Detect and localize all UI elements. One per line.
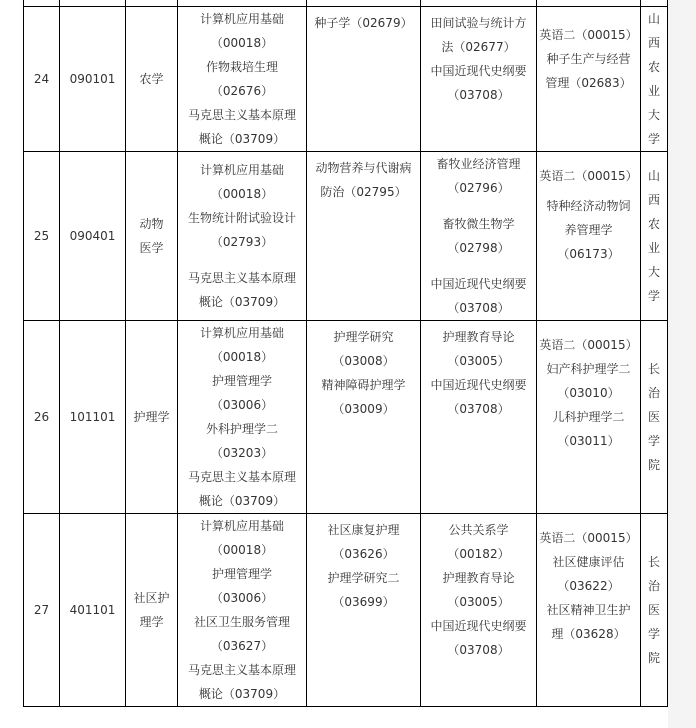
course-line: 概论（03709）: [198, 494, 286, 508]
course-line: 特种经济动物饲: [546, 199, 631, 213]
course-line: 动物营养与代谢病: [315, 161, 412, 175]
course-line: （03006）: [210, 591, 274, 605]
school-name: 长治医学院: [641, 514, 668, 707]
course-line: （03708）: [447, 301, 510, 315]
school-name: 山西农业大学: [641, 152, 668, 321]
exam-day1-courses: [178, 152, 307, 321]
course-line: 畜牧业经济管理: [436, 157, 521, 171]
course-line: （02796）: [447, 181, 510, 195]
course-line: 理（03628）: [551, 627, 626, 641]
course-line: （00018）: [210, 187, 274, 201]
major-name: 护理学: [126, 321, 178, 514]
exam-day4-courses: [537, 514, 641, 707]
course-line: （03203）: [210, 446, 274, 460]
course-line: 马克思主义基本原理: [187, 663, 296, 677]
exam-day1-courses: [178, 7, 307, 152]
exam-day2-courses: [307, 321, 421, 514]
course-line: 种子学（02679）: [314, 16, 413, 30]
course-line: 计算机应用基础: [199, 12, 284, 26]
course-line: 中国近现代史纲要: [430, 64, 527, 78]
course-line: 社区康复护理: [327, 523, 400, 537]
course-line: 防治（02795）: [320, 185, 407, 199]
course-line: 英语二（00015）: [539, 531, 638, 545]
course-line: 护理教育导论: [442, 330, 515, 344]
course-line: 英语二（00015）: [539, 28, 638, 42]
course-line: 计算机应用基础: [199, 163, 284, 177]
course-line: 马克思主义基本原理: [187, 470, 296, 484]
course-line: 社区精神卫生护: [546, 603, 631, 617]
course-line: （03005）: [447, 595, 510, 609]
course-line: （03006）: [210, 398, 274, 412]
exam-schedule-table: [23, 0, 668, 707]
row-number: 24: [24, 7, 60, 152]
exam-day2-courses: [307, 152, 421, 321]
course-line: （02793）: [210, 235, 274, 249]
course-line: 外科护理学二: [205, 422, 278, 436]
school-name: 长治医学院: [641, 321, 668, 514]
course-line: 概论（03709）: [198, 687, 286, 701]
course-line: （03699）: [332, 595, 395, 609]
major-name: 社区护理学: [126, 514, 178, 707]
table-row: [24, 514, 668, 707]
course-line: （02798）: [447, 241, 510, 255]
table-row: [24, 7, 668, 152]
course-line: 护理学研究: [333, 330, 394, 344]
course-line: 马克思主义基本原理: [187, 271, 296, 285]
course-line: 法（02677）: [441, 40, 516, 54]
course-line: 英语二（00015）: [539, 169, 638, 183]
course-line: 田间试验与统计方: [430, 16, 527, 30]
exam-day3-courses: [421, 321, 537, 514]
course-line: 作物栽培生理: [205, 60, 278, 74]
course-line: 妇产科护理学二: [546, 362, 631, 376]
major-name: 农学: [126, 7, 178, 152]
major-code: 401101: [60, 514, 126, 707]
course-line: （00018）: [210, 36, 274, 50]
major-code: 101101: [60, 321, 126, 514]
course-line: （06173）: [557, 247, 620, 261]
row-number: 25: [24, 152, 60, 321]
course-line: 畜牧微生物学: [442, 217, 515, 231]
course-line: 儿科护理学二: [552, 410, 625, 424]
course-line: （03708）: [447, 88, 510, 102]
exam-day1-courses: [178, 321, 307, 514]
course-line: 社区健康评估: [552, 555, 625, 569]
course-line: 种子生产与经营: [546, 52, 631, 66]
exam-day4-courses: [537, 321, 641, 514]
course-line: （03622）: [557, 579, 620, 593]
course-line: 概论（03709）: [198, 295, 286, 309]
major-code: 090401: [60, 152, 126, 321]
course-line: 马克思主义基本原理: [187, 108, 296, 122]
course-line: （03627）: [210, 639, 274, 653]
course-line: （03005）: [447, 354, 510, 368]
course-line: 养管理学: [564, 223, 613, 237]
course-line: 英语二（00015）: [539, 338, 638, 352]
course-line: 护理管理学: [211, 567, 272, 581]
course-line: 管理（02683）: [545, 76, 632, 90]
course-line: 计算机应用基础: [199, 326, 284, 340]
exam-day2-courses: [307, 514, 421, 707]
course-line: （03626）: [332, 547, 395, 561]
course-line: 生物统计附试验设计: [187, 211, 296, 225]
course-line: 精神障碍护理学: [321, 378, 406, 392]
exam-day1-courses: [178, 514, 307, 707]
exam-day3-courses: [421, 7, 537, 152]
course-line: 计算机应用基础: [199, 519, 284, 533]
course-line: （03009）: [332, 402, 395, 416]
course-line: （03008）: [332, 354, 395, 368]
exam-day3-courses: [421, 152, 537, 321]
course-line: 中国近现代史纲要: [430, 619, 527, 633]
course-line: （03010）: [557, 386, 620, 400]
course-line: （03011）: [557, 434, 620, 448]
major-name: 动物医学: [126, 152, 178, 321]
course-line: 公共关系学: [448, 523, 509, 537]
course-line: 社区卫生服务管理: [193, 615, 290, 629]
course-line: （02676）: [210, 84, 274, 98]
course-line: 中国近现代史纲要: [430, 277, 527, 291]
exam-day2-courses: [307, 7, 421, 152]
course-line: 概论（03709）: [198, 132, 286, 146]
course-line: 护理教育导论: [442, 571, 515, 585]
course-line: 护理管理学: [211, 374, 272, 388]
row-number: 26: [24, 321, 60, 514]
row-number: 27: [24, 514, 60, 707]
course-line: （00018）: [210, 350, 274, 364]
course-line: （00018）: [210, 543, 274, 557]
course-line: （03708）: [447, 643, 510, 657]
course-line: 中国近现代史纲要: [430, 378, 527, 392]
exam-day4-courses: [537, 152, 641, 321]
exam-day4-courses: [537, 7, 641, 152]
course-line: （03708）: [447, 402, 510, 416]
page-right-band: [668, 0, 696, 728]
course-line: （00182）: [447, 547, 510, 561]
table-row: [24, 152, 668, 321]
exam-day3-courses: [421, 514, 537, 707]
course-line: 护理学研究二: [327, 571, 400, 585]
table-row: [24, 321, 668, 514]
school-name: 山西农业大学: [641, 7, 668, 152]
major-code: 090101: [60, 7, 126, 152]
